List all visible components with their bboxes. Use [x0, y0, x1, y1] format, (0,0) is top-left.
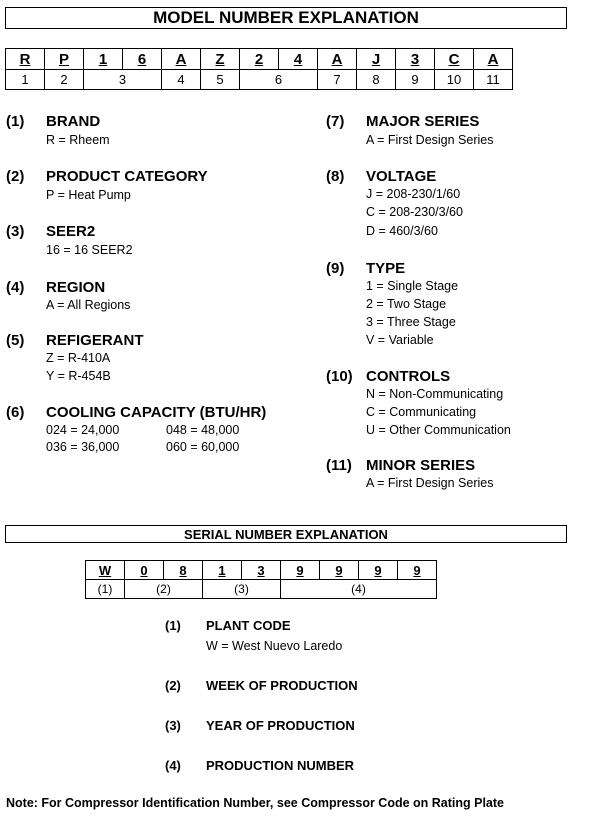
model-position: 10 — [435, 70, 474, 90]
compressor-note: Note: For Compressor Identification Number, see Compressor Code on Rating Plate — [6, 796, 504, 810]
serial-item-heading: WEEK OF PRODUCTION — [206, 678, 358, 693]
section-line: P = Heat Pump — [46, 188, 131, 202]
serial-item-number: (4) — [165, 758, 181, 773]
serial-position: (3) — [203, 580, 281, 599]
serial-letter: W — [86, 561, 125, 580]
section-line: 2 = Two Stage — [366, 297, 447, 311]
model-letter: J — [357, 49, 396, 70]
model-position: 3 — [84, 70, 162, 90]
section-line: J = 208-230/1/60 — [366, 187, 461, 201]
serial-item-number: (2) — [165, 678, 181, 693]
model-position: 1 — [6, 70, 45, 90]
serial-item-heading: YEAR OF PRODUCTION — [206, 718, 355, 733]
section-heading: SEER2 — [46, 223, 96, 240]
model-position: 5 — [201, 70, 240, 90]
section-heading: CONTROLS — [366, 368, 451, 385]
model-letter: A — [162, 49, 201, 70]
section-line: C = 208-230/3/60 — [366, 205, 463, 219]
section-heading: PRODUCT CATEGORY — [46, 168, 208, 185]
model-position: 6 — [240, 70, 318, 90]
section-line: 060 = 60,000 — [166, 440, 240, 454]
serial-letter: 9 — [281, 561, 320, 580]
section-heading: TYPE — [366, 260, 406, 277]
section-line: N = Non-Communicating — [366, 387, 504, 401]
model-letter: Z — [201, 49, 240, 70]
model-position: 2 — [45, 70, 84, 90]
serial-letter: 3 — [242, 561, 281, 580]
serial-letter: 8 — [164, 561, 203, 580]
model-number-table — [5, 48, 513, 90]
section-number: (3) — [6, 223, 25, 240]
model-letter: P — [45, 49, 84, 70]
model-letter: C — [435, 49, 474, 70]
serial-letter: 9 — [320, 561, 359, 580]
section-line: 024 = 24,000 — [46, 423, 120, 437]
serial-letter: 1 — [203, 561, 242, 580]
section-line: C = Communicating — [366, 405, 477, 419]
serial-letter: 9 — [359, 561, 398, 580]
section-line: A = All Regions — [46, 298, 131, 312]
model-position: 7 — [318, 70, 357, 90]
section-number: (10) — [326, 368, 353, 385]
model-letter: 3 — [396, 49, 435, 70]
serial-item-line: W = West Nuevo Laredo — [206, 639, 343, 653]
section-line: R = Rheem — [46, 133, 110, 147]
section-line: U = Other Communication — [366, 423, 511, 437]
section-heading: MINOR SERIES — [366, 457, 476, 474]
section-heading: BRAND — [46, 113, 101, 130]
serial-letter: 0 — [125, 561, 164, 580]
section-line: 16 = 16 SEER2 — [46, 243, 133, 257]
section-line: D = 460/3/60 — [366, 224, 438, 238]
model-number-title: MODEL NUMBER EXPLANATION — [5, 7, 567, 29]
serial-number-title: SERIAL NUMBER EXPLANATION — [5, 525, 567, 543]
model-letter: A — [318, 49, 357, 70]
section-number: (1) — [6, 113, 25, 130]
section-line: 048 = 48,000 — [166, 423, 240, 437]
model-letter: 6 — [123, 49, 162, 70]
section-number: (2) — [6, 168, 25, 185]
section-line: A = First Design Series — [366, 133, 494, 147]
section-line: V = Variable — [366, 333, 434, 347]
section-line: A = First Design Series — [366, 476, 494, 490]
section-line: Z = R-410A — [46, 351, 111, 365]
model-letter: 4 — [279, 49, 318, 70]
serial-position: (2) — [125, 580, 203, 599]
model-letter: A — [474, 49, 513, 70]
model-letter: 1 — [84, 49, 123, 70]
model-letter: R — [6, 49, 45, 70]
section-number: (8) — [326, 168, 345, 185]
section-heading: REGION — [46, 279, 106, 296]
section-heading: REFIGERANT — [46, 332, 144, 349]
section-heading: MAJOR SERIES — [366, 113, 480, 130]
model-position: 9 — [396, 70, 435, 90]
model-letter: 2 — [240, 49, 279, 70]
serial-position: (1) — [86, 580, 125, 599]
serial-item-heading: PLANT CODE — [206, 618, 291, 633]
section-heading: VOLTAGE — [366, 168, 437, 185]
section-line: Y = R-454B — [46, 369, 111, 383]
section-number: (6) — [6, 404, 25, 421]
section-number: (4) — [6, 279, 25, 296]
section-number: (5) — [6, 332, 25, 349]
model-position: 8 — [357, 70, 396, 90]
serial-letter: 9 — [398, 561, 437, 580]
section-line: 1 = Single Stage — [366, 279, 459, 293]
serial-item-heading: PRODUCTION NUMBER — [206, 758, 355, 773]
serial-position: (4) — [281, 580, 437, 599]
serial-item-number: (3) — [165, 718, 181, 733]
section-heading: COOLING CAPACITY (BTU/HR) — [46, 404, 267, 421]
section-number: (9) — [326, 260, 345, 277]
serial-number-table — [85, 560, 437, 599]
section-line: 036 = 36,000 — [46, 440, 120, 454]
section-line: 3 = Three Stage — [366, 315, 456, 329]
model-position: 4 — [162, 70, 201, 90]
model-position: 11 — [474, 70, 513, 90]
section-number: (11) — [326, 457, 352, 474]
serial-item-number: (1) — [165, 618, 181, 633]
section-number: (7) — [326, 113, 345, 130]
